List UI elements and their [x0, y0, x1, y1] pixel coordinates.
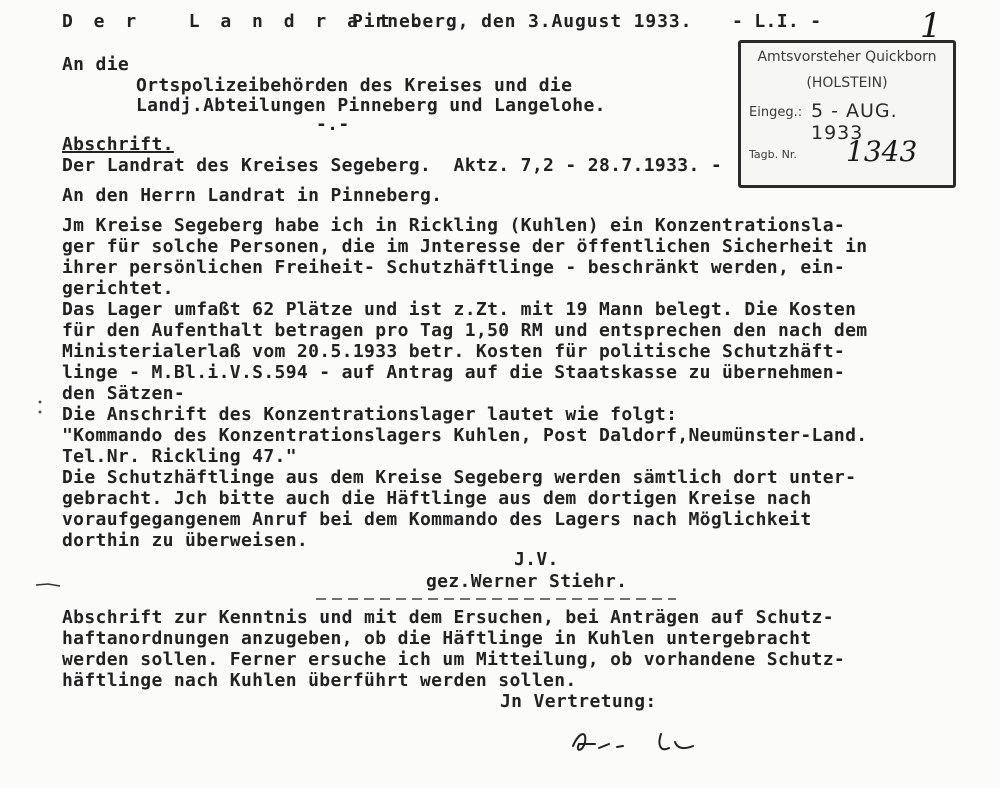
separator: -.-: [316, 114, 350, 135]
jv-line: J.V.: [514, 549, 559, 570]
stamp-journal-label: Tagb. Nr.: [749, 148, 797, 161]
copy-label: Abschrift.: [62, 134, 174, 155]
body-line: "Kommando des Konzentrationslagers Kuhlen, Post Daldorf,Neumünster-Land.: [62, 425, 868, 446]
header-title: D e r L a n d r a t .: [62, 11, 427, 32]
closing-line: häftlinge nach Kuhlen überführt werden sollen.: [62, 670, 577, 691]
closing-line: werden sollen. Ferner ersuche ich um Mitteilung, ob vorhandene Schutz-: [62, 649, 846, 670]
body-line: Jm Kreise Segeberg habe ich in Rickling (Kuhlen) ein Konzentrationsla-: [62, 215, 846, 236]
salutation-to: An die: [62, 54, 130, 75]
reference-code: - L.I. -: [732, 11, 822, 32]
signed-by: gez.Werner Stiehr.: [426, 571, 628, 592]
body-line: Tel.Nr. Rickling 47.": [62, 446, 297, 467]
in-representation: Jn Vertretung:: [500, 691, 657, 712]
section-divider: [316, 594, 676, 604]
body-line: Das Lager umfaßt 62 Plätze und ist z.Zt. mit 19 Mann belegt. Die Kosten: [62, 299, 857, 320]
body-line: ger für solche Personen, die im Jnteresse der öffentlichen Sicherheit in: [62, 236, 868, 257]
stamp-region: (HOLSTEIN): [806, 75, 888, 91]
recipients-line-1: Ortspolizeibehörden des Kreises und die: [136, 75, 573, 96]
stamp-received-date: 5 - AUG. 1933: [811, 100, 898, 144]
recipients-line-2: Landj.Abteilungen Pinneberg und Langelohe.: [136, 95, 606, 116]
page-number: 1: [920, 6, 942, 46]
body-line: Die Schutzhäftlinge aus dem Kreise Segeberg werden sämtlich dort unter-: [62, 467, 857, 488]
handwritten-signature: [565, 722, 725, 762]
received-stamp: [738, 40, 956, 188]
body-line: ihrer persönlichen Freiheit- Schutzhäftlinge - beschränkt werden, ein-: [62, 257, 846, 278]
closing-line: Abschrift zur Kenntnis und mit dem Ersuchen, bei Anträgen auf Schutz-: [62, 607, 834, 628]
body-line: gerichtet.: [62, 278, 174, 299]
body-line: Die Anschrift des Konzentrationslager lautet wie folgt:: [62, 404, 678, 425]
body-line: Ministerialerlaß vom 20.5.1933 betr. Kosten für politische Schutzhäft-: [62, 341, 846, 362]
closing-line: haftanordnungen anzugeben, ob die Häftlinge in Kuhlen untergebracht: [62, 628, 812, 649]
stamp-journal-number: 1343: [846, 135, 918, 168]
margin-dot-mark: [36, 398, 44, 418]
body-line: gebracht. Jch bitte auch die Häftlinge aus dem dortigen Kreise nach: [62, 488, 812, 509]
place-date: Pinneberg, den 3.August 1933.: [352, 11, 693, 32]
body-line: voraufgegangenem Anruf bei dem Kommando des Lagers nach Möglichkeit: [62, 509, 812, 530]
body-line: linge - M.Bl.i.V.S.594 - auf Antrag auf die Staatskasse zu übernehmen-: [62, 362, 846, 383]
body-line: dorthin zu überweisen.: [62, 530, 309, 551]
stamp-office: Amtsvorsteher Quickborn: [757, 49, 937, 65]
sender-line: Der Landrat des Kreises Segeberg. Aktz. 7,2 - 28.7.1933. -: [62, 155, 723, 176]
body-line: für den Aufenthalt betragen pro Tag 1,50 RM und entsprechen den nach dem: [62, 320, 868, 341]
body-line: den Sätzen-: [62, 383, 186, 404]
stamp-received-label: Eingeg.:: [749, 105, 803, 120]
margin-dash-mark: [34, 578, 64, 590]
addressee-line: An den Herrn Landrat in Pinneberg.: [62, 185, 443, 206]
